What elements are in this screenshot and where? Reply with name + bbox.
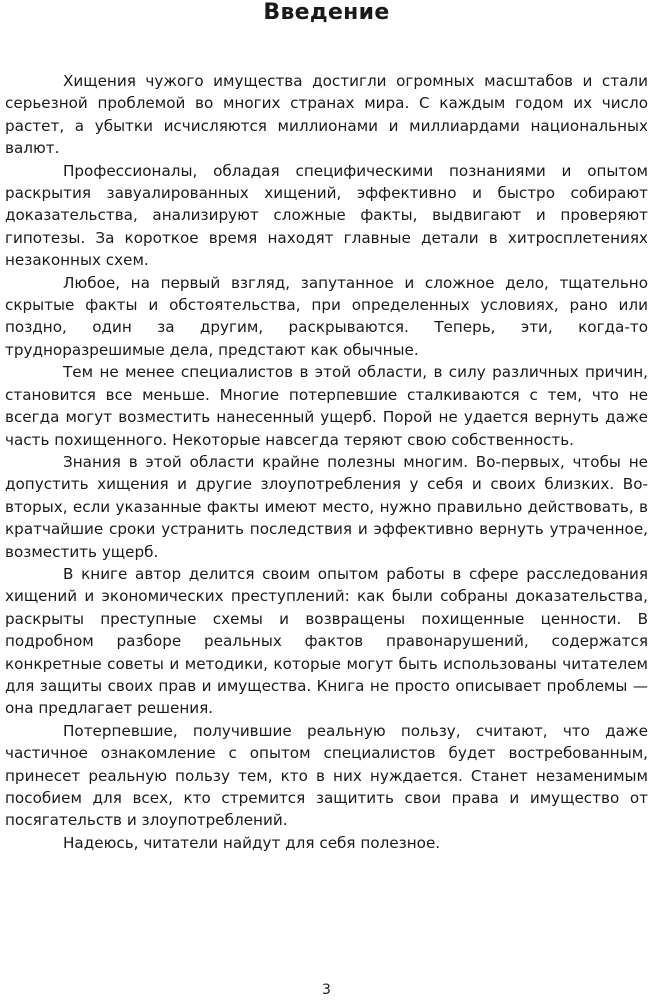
paragraph-2: Профессионалы, обладая специфическими познаниями и опытом раскрытия завуалированных хищений, эффективно и быстро собирают доказательства, анализируют сложные факты, выдвигают и проверяют гипотезы. За короткое время находят главные детали в хитросплетениях незаконных схем. (5, 161, 648, 270)
paragraph-5: Знания в этой области крайне полезны многим. Во-первых, чтобы не допустить хищения и другие злоупотребления у себя и своих близких. Во-вторых, если указанные факты имеют место, нужно правильно действовать, в кратчайшие сроки устранить последствия и эффективно вернуть утраченное, возместить ущерб. (5, 452, 648, 561)
paragraph-7: Потерпевшие, получившие реальную пользу, считают, что даже частичное ознакомление с опытом специалистов будет востребованным, принесет реальную пользу тем, кто в них нуждается. Станет незаменимым пособием для всех, кто стремится защитить свои права и имущество от посягательств и злоупотреблений. (5, 721, 648, 830)
paragraph-6: В книге автор делится своим опытом работы в сфере расследования хищений и экономических преступлений: как были собраны доказательства, раскрыты преступные схемы и возвращены похищенные ценности. В подробном разборе реальных фактов правонарушений, содержатся конкретные советы и методики, которые могут быть использованы читателем для защиты своих прав и имущества. Книга не просто описывает проблемы — она предлагает решения. (5, 564, 648, 718)
page-body (5, 70, 648, 854)
page-title: Введение (263, 0, 390, 25)
paragraph-8: Надеюсь, читатели найдут для себя полезное. (63, 833, 441, 852)
paragraph-3: Любое, на первый взгляд, запутанное и сложное дело, тщательно скрытые факты и обстоятельства, при определенных условиях, рано или поздно, один за другим, раскрываются. Теперь, эти, когда-то трудноразрешимые дела, предстают как обычные. (5, 273, 648, 359)
paragraph-1: Хищения чужого имущества достигли огромных масштабов и стали серьезной проблемой во многих странах мира. С каждым годом их число растет, а убытки исчисляются миллионами и миллиардами национальных валют. (5, 72, 648, 158)
page-number: 3 (322, 982, 331, 998)
paragraph-4: Тем не менее специалистов в этой области, в силу различных причин, становится все меньше. Многие потерпевшие сталкиваются с тем, что не всегда могут возместить нанесенный ущерб. Порой не удается вернуть даже часть похищенного. Некоторые навсегда теряют свою собственность. (5, 363, 648, 449)
